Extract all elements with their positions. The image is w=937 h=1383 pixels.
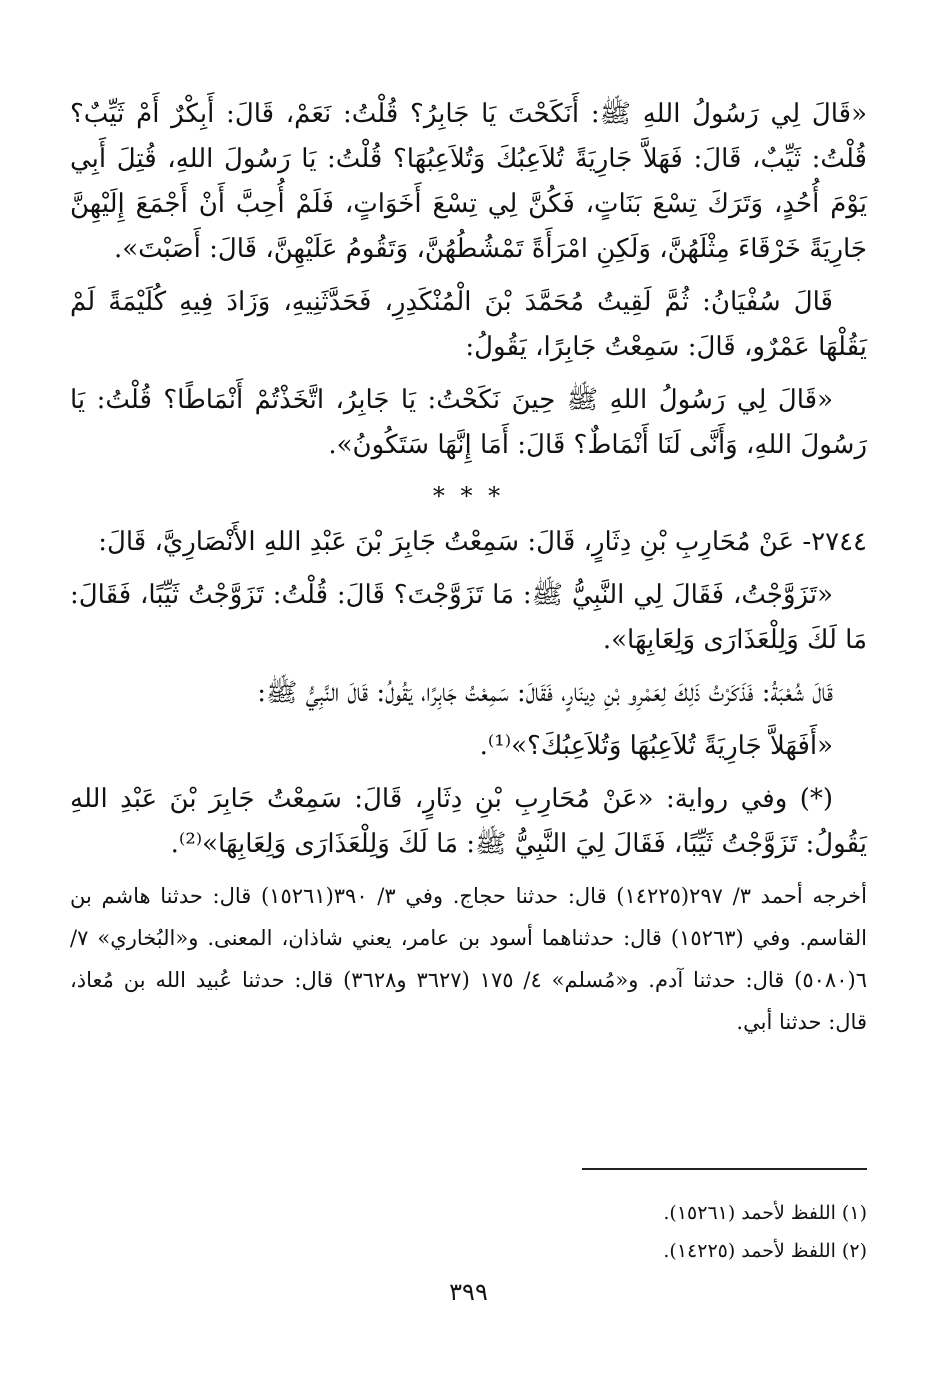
hadith-text-paragraph: «أَفَهَلاَّ جَارِيَةً تُلاَعِبُهَا وَتُلاَعِبُكَ؟»⁽¹⁾. xyxy=(479,731,833,761)
variant-narration-paragraph: (*) وفي رواية: «عَنْ مُحَارِبِ بْنِ دِثَارٍ، قَالَ: سَمِعْتُ جَابِرَ بْنَ عَبْدِ اللهِ يَقُولُ: تَزَوَّجْتُ ثَيِّبًا، فَقَالَ لِيَ النَّبِيُّ ﷺ: مَا لَكَ وَلِلْعَذَارَى وَلِعَابِهَا»⁽²⁾. xyxy=(70,784,867,859)
source-citation: أخرجه أحمد ٣/ ٢٩٧(١٤٢٢٥) قال: حدثنا حجاج. وفي ٣/ ٣٩٠(١٥٢٦١) قال: حدثنا هاشم بن القاسم. وفي (١٥٢٦٣) قال: حدثناهما أسود بن عامر، يعني شاذان، المعنى. و«البُخاري» ٧/ ٦(٥٠٨٠) قال: حدثنا آدم. و«مُسلم» ٤/ ١٧٥ (٣٦٢٧ و٣٦٢٨) قال: حدثنا عُبيد الله بن مُعاذ، قال: حدثنا أبي. xyxy=(70,884,867,1034)
footnote-divider xyxy=(582,1168,867,1170)
narrator-note-paragraph: قَالَ سُفْيَانُ: ثُمَّ لَقِيتُ مُحَمَّدَ بْنَ الْمُنْكَدِرِ، فَحَدَّثَنِيهِ، وَزَادَ فِيهِ كُلَيْمَةً لَمْ يَقُلْهَا عَمْرٌو، قَالَ: سَمِعْتُ جَابِرًا، يَقُولُ: xyxy=(70,287,867,362)
hadith-text-paragraph: «قَالَ لِي رَسُولُ اللهِ ﷺ حِينَ نَكَحْتُ: يَا جَابِرُ، اتَّخَذْتُمْ أَنْمَاطًا؟ قُلْتُ: يَا رَسُولَ اللهِ، وَأَنَّى لَنَا أَنْمَاطٌ؟ قَالَ: أَمَا إِنَّهَا سَتَكُونُ». xyxy=(70,385,867,460)
footnotes xyxy=(663,1194,867,1270)
footnote-item: (١) اللفظ لأحمد (١٥٢٦١). xyxy=(663,1202,867,1224)
book-page xyxy=(70,92,867,1343)
footnote-item: (٢) اللفظ لأحمد (١٤٢٢٥). xyxy=(663,1240,867,1262)
page-number: ٣٩٩ xyxy=(449,1278,488,1306)
hadith-number-heading: ٢٧٤٤- عَنْ مُحَارِبِ بْنِ دِثَارٍ، قَالَ: سَمِعْتُ جَابِرَ بْنَ عَبْدِ اللهِ الأَنْصَارِيَّ، قَالَ: xyxy=(98,527,867,557)
section-separator: * * * xyxy=(432,482,505,510)
narrator-note-paragraph: قَالَ شُعْبَةُ: فَذَكَرْتُ ذَلِكَ لِعَمْرِو بْنِ دِينَارٍ، فَقَالَ: سَمِعْتُ جَابِرًا، يَقُولُ: قَالَ النَّبِيُّ ﷺ: xyxy=(257,678,833,708)
hadith-text-paragraph: «قَالَ لِي رَسُولُ اللهِ ﷺ: أَنَكَحْتَ يَا جَابِرُ؟ قُلْتُ: نَعَمْ، قَالَ: أَبِكْرٌ أَمْ ثَيِّبٌ؟ قُلْتُ: ثَيِّبٌ، قَالَ: فَهَلاَّ جَارِيَةً تُلاَعِبُكَ وَتُلاَعِبُهَا؟ قُلْتُ: يَا رَسُولَ اللهِ، قُتِلَ أَبِي يَوْمَ أُحُدٍ، وَتَرَكَ تِسْعَ بَنَاتٍ، فَكُنَّ لِي تِسْعَ أَخَوَاتٍ، فَلَمْ أُحِبَّ أَنْ أَجْمَعَ إِلَيْهِنَّ جَارِيَةً خَرْقَاءَ مِثْلَهُنَّ، وَلَكِنِ امْرَأَةً تَمْشُطُهُنَّ، وَتَقُومُ عَلَيْهِنَّ، قَالَ: أَصَبْتَ». xyxy=(70,99,867,264)
hadith-text-paragraph: «تَزَوَّجْتُ، فَقَالَ لِي النَّبِيُّ ﷺ: مَا تَزَوَّجْتَ؟ قَالَ: قُلْتُ: تَزَوَّجْتُ ثَيِّبًا، فَقَالَ: مَا لَكَ وَلِلْعَذَارَى وَلِعَابِهَا». xyxy=(70,580,867,655)
